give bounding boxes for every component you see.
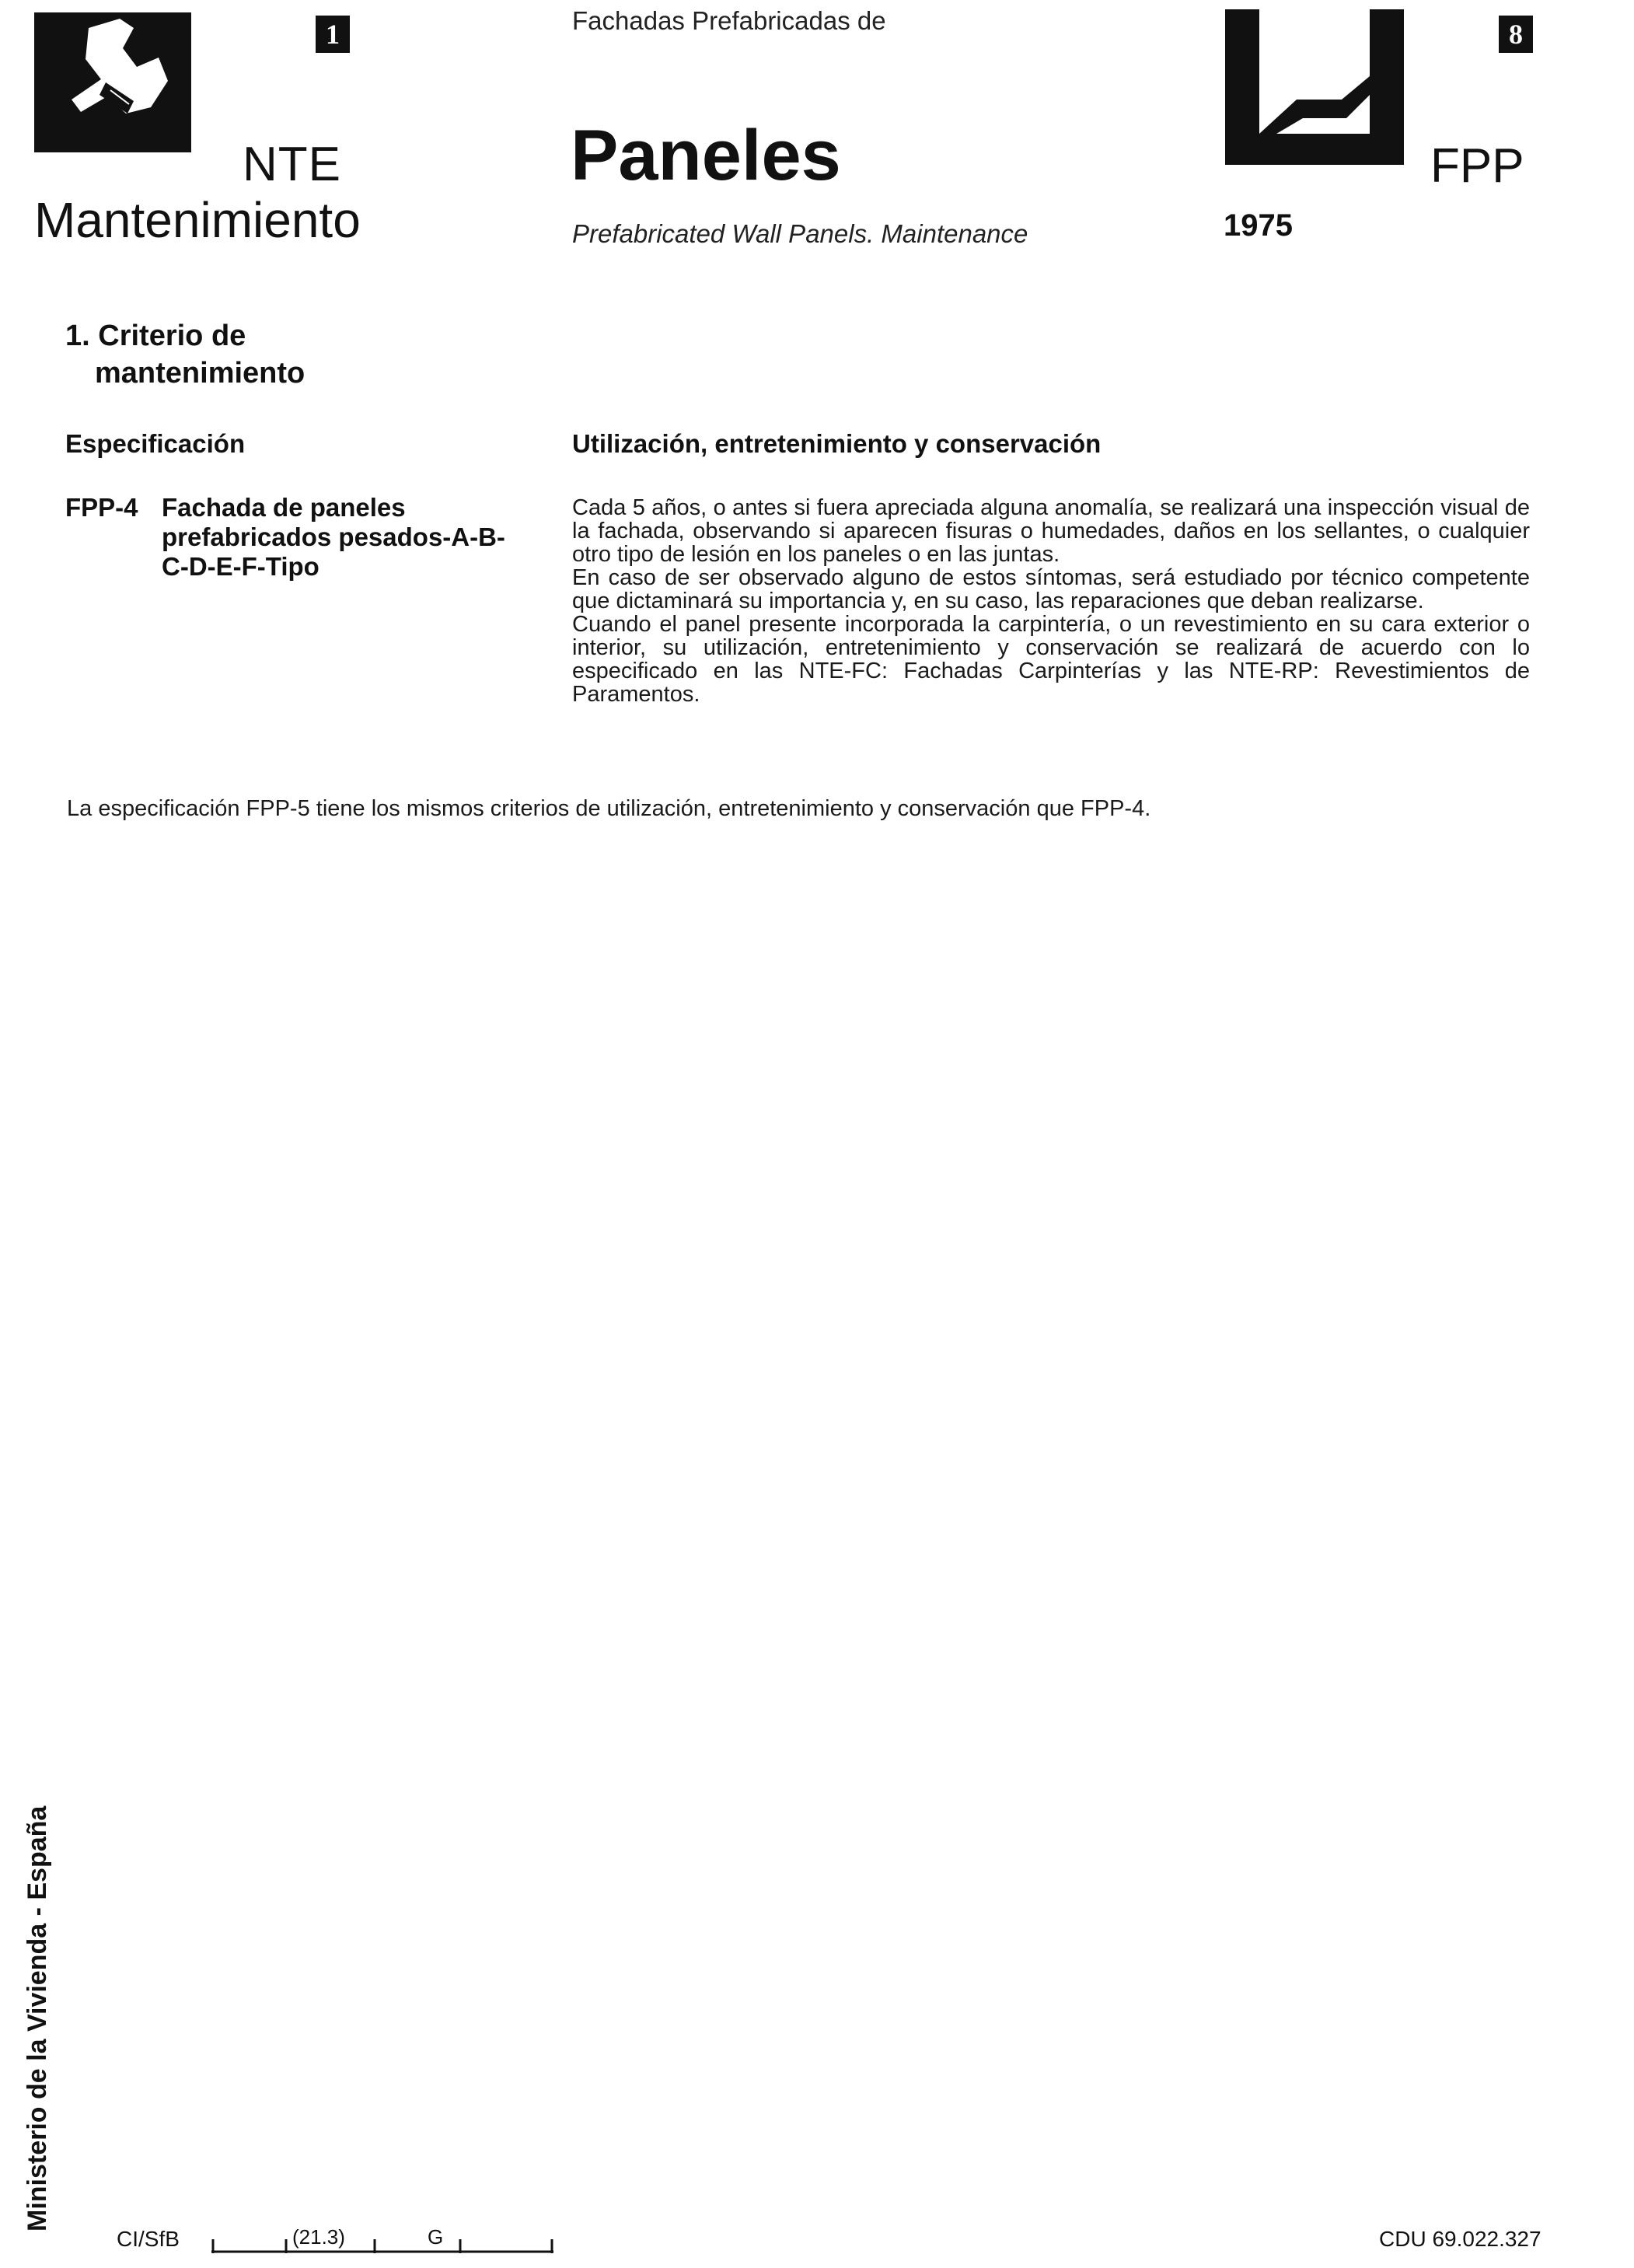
- section-title-line1: 1. Criterio de: [65, 320, 246, 352]
- category-title: Mantenimiento: [34, 192, 361, 248]
- series-title: Fachadas Prefabricadas de: [572, 6, 886, 35]
- spec-title: Fachada de paneles prefabricados pesados-A-B-C-D-E-F-Tipo: [162, 493, 505, 581]
- fpp5-note: La especificación FPP-5 tiene los mismos criterios de utilización, entretenimiento y conservación que FPP-4.: [67, 796, 1151, 821]
- page-title: Paneles: [571, 116, 841, 195]
- nte-label: NTE: [243, 138, 341, 191]
- spec-code: FPP-4: [65, 493, 138, 522]
- section-title-line2: mantenimiento: [95, 357, 306, 390]
- sheet-number-badge: 1: [316, 16, 350, 53]
- spec-body: [572, 496, 1530, 706]
- spec-paragraph: Cada 5 años, o antes si fuera apreciada alguna anomalía, se realizará una inspección visual de la fachada, observando si aparecen fisuras o humedades, daños en los sellantes, o cualquier otro tipo de lesión en los paneles o en las juntas.: [572, 495, 1530, 567]
- spec-column-heading: Especificación: [65, 429, 246, 458]
- cisfb-classification-box: [211, 2224, 553, 2255]
- cisfb-code-1: (21.3): [292, 2225, 345, 2249]
- spec-paragraph: En caso de ser observado alguno de estos síntomas, será estudiado por técnico competente que dictaminará su importancia y, en su caso, las reparaciones que deban realizarse.: [572, 565, 1530, 613]
- part-number-badge: 8: [1499, 16, 1533, 53]
- cisfb-label: CI/SfB: [117, 2227, 180, 2251]
- section-title: [65, 317, 305, 392]
- ministry-label: Ministerio de la Vivienda - España: [23, 1805, 52, 2231]
- stepped-facade-logo-icon: [1225, 9, 1404, 183]
- content-column-heading: Utilización, entretenimiento y conservación: [572, 429, 1102, 458]
- year-label: 1975: [1224, 208, 1293, 243]
- code-label: FPP: [1430, 139, 1524, 193]
- ministry-label-vertical: [22, 1734, 53, 2231]
- wrench-logo-icon: [34, 12, 191, 152]
- spec-paragraph: Cuando el panel presente incorporada la carpintería, o un revestimiento en su cara exterior o interior, su utilización, entretenimiento y conservación se realizará de acuerdo con lo especificado en las NTE-FC: Fachadas Carpinterías y las NTE-RP: Revestimientos de Paramentos.: [572, 612, 1530, 707]
- english-subtitle: Prefabricated Wall Panels. Maintenance: [572, 219, 1028, 248]
- cisfb-code-2: G: [428, 2225, 444, 2249]
- cdu-code: CDU 69.022.327: [1379, 2227, 1541, 2251]
